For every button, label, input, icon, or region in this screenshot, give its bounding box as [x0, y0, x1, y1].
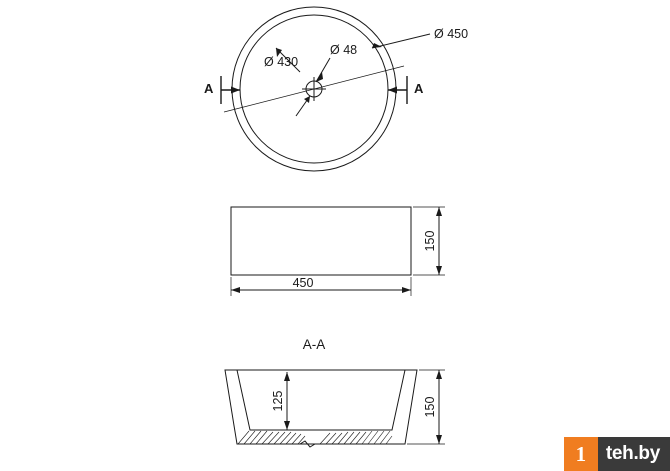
section-hatch-left [238, 431, 305, 444]
dim-arrow-width-right [402, 287, 411, 293]
watermark-logo-glyph: 1 [575, 441, 587, 466]
label-height-150-section: 150 [423, 396, 437, 418]
axis-line [224, 66, 404, 112]
dim-arrow-depth-top [284, 372, 290, 381]
label-section-left: A [204, 81, 214, 96]
label-dia-450: Ø 450 [434, 27, 469, 41]
section-hatch-right [320, 431, 392, 444]
label-dia-430: Ø 430 [264, 55, 299, 69]
dim-arrow-width-left [231, 287, 240, 293]
section-bottom-break [237, 441, 405, 447]
top-view [221, 7, 430, 171]
section-arrowhead-right [388, 87, 397, 94]
arrow-center [304, 96, 310, 103]
label-dia-48: Ø 48 [330, 43, 358, 57]
front-body-rect [231, 207, 411, 275]
label-height-150-front: 150 [423, 230, 437, 252]
section-arrowhead-left [231, 87, 240, 94]
arrow-dia-48 [316, 72, 323, 82]
watermark-text: teh.by [598, 437, 670, 471]
dim-arrow-section-bottom [436, 435, 442, 444]
front-view [231, 207, 445, 296]
section-view [225, 370, 445, 447]
label-section-title: A-A [302, 337, 326, 352]
watermark [564, 437, 670, 471]
label-depth-125: 125 [271, 390, 285, 412]
watermark-logo-icon [564, 437, 598, 471]
dim-arrow-height-top [436, 207, 442, 216]
dim-arrow-depth-bottom [284, 421, 290, 430]
leader-dia-48 [316, 58, 330, 82]
section-inner-profile [237, 370, 405, 430]
label-section-right: A [414, 81, 424, 96]
dim-arrow-height-bottom [436, 266, 442, 275]
label-width-450: 450 [292, 276, 314, 290]
dim-arrow-section-top [436, 370, 442, 379]
